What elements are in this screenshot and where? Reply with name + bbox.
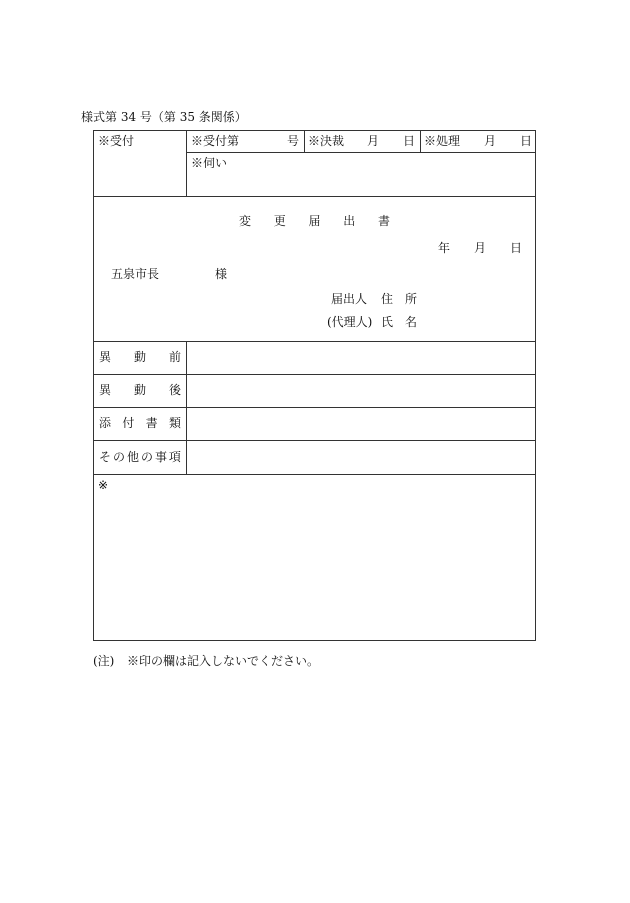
header-divider-1 <box>186 130 187 196</box>
receipt-label: ※受付 <box>98 134 135 148</box>
label-char: の <box>140 450 153 464</box>
label-char: 異 <box>99 383 112 397</box>
title-char: 届 <box>308 214 321 228</box>
label-char: の <box>112 450 125 464</box>
remarks-mark: ※ <box>98 478 109 492</box>
label-char: 付 <box>122 416 135 430</box>
row-label-before-change <box>99 351 181 363</box>
label-char: 類 <box>168 416 181 430</box>
label-char: 前 <box>168 350 181 364</box>
label-char: そ <box>99 450 112 464</box>
row-line-1 <box>93 341 536 342</box>
date-month: 月 <box>474 241 487 255</box>
document-title <box>239 215 390 227</box>
processing-day: 日 <box>520 134 533 148</box>
footnote-label: (注) <box>93 654 115 668</box>
label-char: 他 <box>126 450 139 464</box>
title-char: 変 <box>239 214 252 228</box>
decision-month: 月 <box>367 134 380 148</box>
addressee: 五泉市長 <box>111 267 160 281</box>
submitter-label: 届出人 <box>331 292 368 306</box>
receipt-number-suffix: 号 <box>287 134 300 148</box>
decision-day: 日 <box>403 134 416 148</box>
title-char: 更 <box>273 214 286 228</box>
address-label: 住 所 <box>381 292 418 306</box>
processing-month: 月 <box>484 134 497 148</box>
name-label: 氏 名 <box>381 315 418 329</box>
row-line-2 <box>93 374 536 375</box>
decision-label: ※決裁 <box>308 134 345 148</box>
label-char: 動 <box>133 350 146 364</box>
footnote-text: ※印の欄は記入しないでください。 <box>127 654 320 668</box>
label-char: 項 <box>168 450 181 464</box>
title-char: 出 <box>343 214 356 228</box>
receipt-number-label: ※受付第 <box>191 134 240 148</box>
label-char: 後 <box>168 383 181 397</box>
inquiry-label: ※伺い <box>191 156 228 170</box>
row-label-attachments <box>99 417 181 429</box>
label-char: 添 <box>99 416 112 430</box>
label-char: 書 <box>145 416 158 430</box>
header-subline <box>186 152 536 153</box>
date-year: 年 <box>438 241 451 255</box>
proxy-label: (代理人) <box>327 315 373 329</box>
label-char: 事 <box>154 450 167 464</box>
row-line-3 <box>93 407 536 408</box>
row-label-after-change <box>99 384 181 396</box>
header-bottom-line <box>93 196 536 197</box>
row-line-4 <box>93 440 536 441</box>
label-char: 動 <box>133 383 146 397</box>
row-label-other-matters <box>99 451 181 463</box>
label-char: 異 <box>99 350 112 364</box>
row-label-divider <box>186 341 187 474</box>
form-number-label: 様式第 34 号（第 35 条関係） <box>81 110 247 124</box>
header-divider-2 <box>304 130 305 152</box>
honorific: 様 <box>215 267 228 281</box>
row-line-5 <box>93 474 536 475</box>
date-day: 日 <box>510 241 523 255</box>
processing-label: ※処理 <box>424 134 461 148</box>
title-char: 書 <box>377 214 390 228</box>
header-divider-3 <box>420 130 421 152</box>
